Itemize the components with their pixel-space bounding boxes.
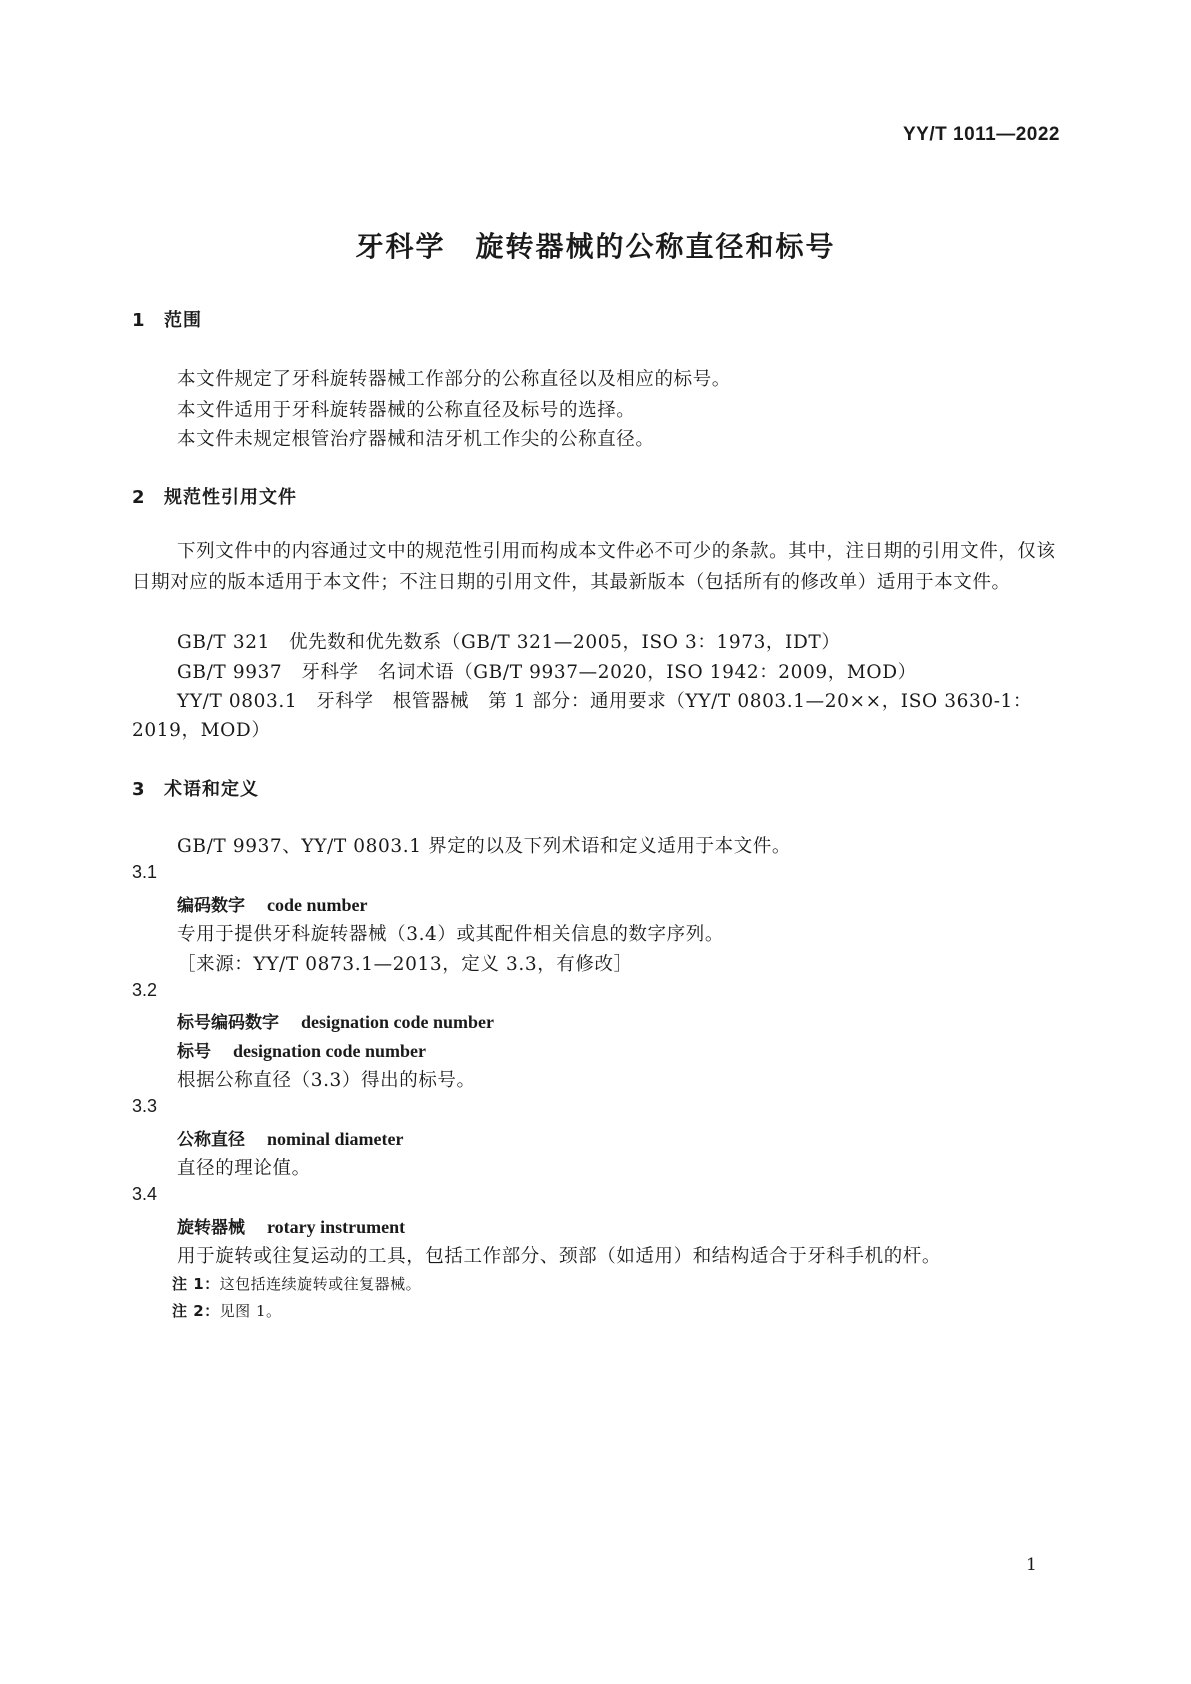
term-definition: 用于旋转或往复运动的工具，包括工作部分、颈部（如适用）和结构适合于牙科手机的杆。 <box>177 1246 942 1267</box>
note-text: 见图 1。 <box>219 1302 282 1320</box>
reference-item: YY/T 0803.1 牙科学 根管器械 第 1 部分：通用要求（YY/T 0803.1—20××，ISO 3630-1： <box>177 691 1033 712</box>
standard-number: YY/T 1011—2022 <box>903 124 1060 145</box>
term-definition: 根据公称直径（3.3）得出的标号。 <box>177 1070 476 1091</box>
note-text: 这包括连续旋转或往复器械。 <box>219 1275 422 1293</box>
term-number: 3.4 <box>132 1184 158 1204</box>
term-zh: 标号编码数字 <box>177 1013 279 1033</box>
section-title: 术语和定义 <box>164 779 259 800</box>
section-2-heading <box>132 483 297 509</box>
term-heading <box>177 1125 404 1150</box>
term-number: 3.2 <box>132 980 158 1000</box>
term-number: 3.1 <box>132 862 158 882</box>
term-en: designation code number <box>301 1012 495 1032</box>
references-intro: 下列文件中的内容通过文中的规范性引用而构成本文件必不可少的条款。其中，注日期的引用文件，仅该日期对应的版本适用于本文件；不注日期的引用文件，其最新版本（包括所有的修改单）适用于本文件。 <box>132 541 1056 593</box>
reference-item: GB/T 321 优先数和优先数系（GB/T 321—2005，ISO 3：1973，IDT） <box>177 632 841 653</box>
terms-intro: GB/T 9937、YY/T 0803.1 界定的以及下列术语和定义适用于本文件。 <box>177 836 791 857</box>
document-title: 牙科学 旋转器械的公称直径和标号 <box>355 230 836 263</box>
reference-item-continuation: 2019，MOD） <box>132 720 271 741</box>
term-heading <box>177 891 368 916</box>
note-label: 注 2： <box>172 1302 220 1320</box>
term-definition: 直径的理论值。 <box>177 1158 311 1179</box>
term-zh: 标号 <box>177 1042 211 1062</box>
note-2 <box>172 1300 281 1321</box>
scope-line-2: 本文件适用于牙科旋转器械的公称直径及标号的选择。 <box>177 400 636 421</box>
section-number: 2 <box>132 487 146 508</box>
term-en: nominal diameter <box>267 1129 404 1149</box>
term-number: 3.3 <box>132 1096 158 1116</box>
term-zh: 编码数字 <box>177 896 245 916</box>
term-heading-alt <box>177 1037 426 1062</box>
term-en: rotary instrument <box>267 1217 406 1237</box>
term-source: ［来源：YY/T 0873.1—2013，定义 3.3，有修改］ <box>177 954 633 975</box>
section-number: 3 <box>132 779 146 800</box>
note-label: 注 1： <box>172 1275 220 1293</box>
section-3-heading <box>132 775 259 801</box>
section-number: 1 <box>132 310 146 331</box>
term-en: code number <box>267 895 368 915</box>
reference-item: GB/T 9937 牙科学 名词术语（GB/T 9937—2020，ISO 1942：2009，MOD） <box>177 662 917 683</box>
term-definition: 专用于提供牙科旋转器械（3.4）或其配件相关信息的数字序列。 <box>177 924 724 945</box>
term-en: designation code number <box>233 1041 427 1061</box>
section-1-heading <box>132 306 202 332</box>
term-heading <box>177 1008 494 1033</box>
term-zh: 旋转器械 <box>177 1218 245 1238</box>
term-heading <box>177 1213 405 1238</box>
term-zh: 公称直径 <box>177 1130 245 1150</box>
scope-line-3: 本文件未规定根管治疗器械和洁牙机工作尖的公称直径。 <box>177 429 655 450</box>
page-number: 1 <box>1026 1555 1037 1575</box>
scope-line-1: 本文件规定了牙科旋转器械工作部分的公称直径以及相应的标号。 <box>177 369 731 390</box>
note-1 <box>172 1273 421 1294</box>
section-title: 规范性引用文件 <box>164 487 297 508</box>
section-title: 范围 <box>164 310 202 331</box>
